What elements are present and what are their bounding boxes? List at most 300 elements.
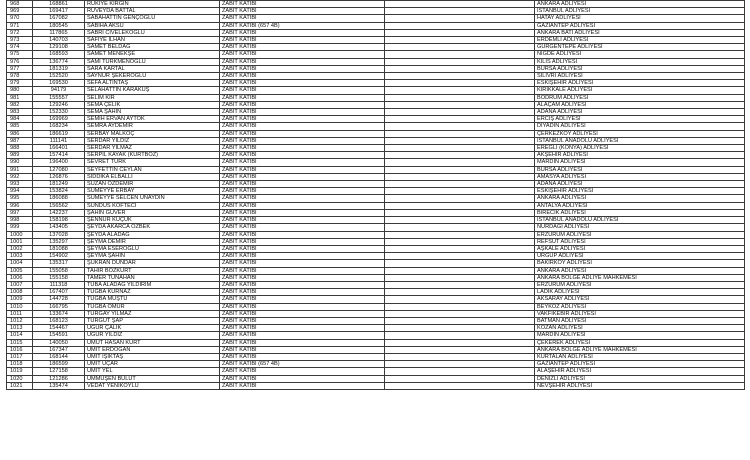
title-cell: ZABIT KATİBİ [220, 346, 385, 353]
blank-cell-cell [385, 166, 535, 173]
blank-cell-cell [385, 145, 535, 152]
title-cell: ZABIT KATİBİ [220, 224, 385, 231]
table-row [7, 173, 745, 180]
row-number-cell: 993 [7, 181, 33, 188]
table-row [7, 145, 745, 152]
registry-number-cell: 133674 [33, 310, 85, 317]
courthouse-cell: ANKARA ADLİYESİ [535, 1, 745, 8]
row-number-cell: 971 [7, 22, 33, 29]
row-number-cell: 978 [7, 73, 33, 80]
row-number-cell: 1006 [7, 274, 33, 281]
courthouse-cell: ADANA ADLİYESİ [535, 181, 745, 188]
full-name-cell: ÜMİT ERDOĞAN [85, 346, 220, 353]
full-name-cell: SÜMEYYE SELCEN ÜNAYDIN [85, 195, 220, 202]
registry-number-cell: 136774 [33, 58, 85, 65]
full-name-cell: SABİHA AKSU [85, 22, 220, 29]
registry-number-cell: 168144 [33, 353, 85, 360]
row-number-cell: 1016 [7, 346, 33, 353]
row-number-cell: 1018 [7, 361, 33, 368]
blank-cell-cell [385, 123, 535, 130]
table-row [7, 289, 745, 296]
blank-cell-cell [385, 325, 535, 332]
full-name-cell: SEFA ALTINTAŞ [85, 80, 220, 87]
row-number-cell: 1007 [7, 281, 33, 288]
table-row [7, 303, 745, 310]
title-cell: ZABIT KATİBİ [220, 58, 385, 65]
row-number-cell: 984 [7, 116, 33, 123]
row-number-cell: 986 [7, 130, 33, 137]
table-row [7, 181, 745, 188]
full-name-cell: ŞEYDA AKARCA ÖZBEK [85, 224, 220, 231]
document-page [6, 0, 744, 390]
row-number-cell: 983 [7, 109, 33, 116]
title-cell: ZABIT KATİBİ [220, 231, 385, 238]
table-row [7, 37, 745, 44]
courthouse-cell: AKŞEHİR ADLİYESİ [535, 152, 745, 159]
full-name-cell: ÜMİT YEL [85, 368, 220, 375]
full-name-cell: VEDAT YENİKÖYLÜ [85, 382, 220, 389]
full-name-cell: SELİM KIR [85, 94, 220, 101]
registry-number-cell: 135297 [33, 238, 85, 245]
full-name-cell: TUĞBA MUŞTU [85, 296, 220, 303]
full-name-cell: UĞUR ÇALIK [85, 325, 220, 332]
table-row [7, 94, 745, 101]
table-row [7, 202, 745, 209]
table-row [7, 281, 745, 288]
title-cell: ZABIT KATİBİ [220, 80, 385, 87]
courthouse-cell: AKSARAY ADLİYESİ [535, 296, 745, 303]
title-cell: ZABIT KATİBİ [220, 51, 385, 58]
full-name-cell: SABRİ CİVELEKOĞLU [85, 29, 220, 36]
title-cell: ZABIT KATİBİ [220, 181, 385, 188]
courthouse-cell: NEVŞEHİR ADLİYESİ [535, 382, 745, 389]
courthouse-cell: NURDAĞI ADLİYESİ [535, 224, 745, 231]
full-name-cell: SERDAR YILMAZ [85, 145, 220, 152]
registry-number-cell: 166401 [33, 145, 85, 152]
table-row [7, 217, 745, 224]
row-number-cell: 968 [7, 1, 33, 8]
row-number-cell: 1001 [7, 238, 33, 245]
registry-number-cell: 186599 [33, 361, 85, 368]
full-name-cell: SERBAY MALKOÇ [85, 130, 220, 137]
full-name-cell: ŞEYMA DEMİR [85, 238, 220, 245]
registry-number-cell: 169417 [33, 8, 85, 15]
registry-number-cell: 181088 [33, 245, 85, 252]
table-row [7, 274, 745, 281]
blank-cell-cell [385, 303, 535, 310]
full-name-cell: ÜMMÜŞEN BULUT [85, 375, 220, 382]
full-name-cell: SEMA ŞAHİN [85, 109, 220, 116]
row-number-cell: 1021 [7, 382, 33, 389]
full-name-cell: SELAHATTİN KARAKUŞ [85, 87, 220, 94]
courthouse-cell: ERDEMLİ ADLİYESİ [535, 37, 745, 44]
registry-number-cell: 169530 [33, 80, 85, 87]
row-number-cell: 1015 [7, 339, 33, 346]
row-number-cell: 994 [7, 188, 33, 195]
courthouse-cell: ALAÇAM ADLİYESİ [535, 101, 745, 108]
title-cell: ZABIT KATİBİ [220, 325, 385, 332]
courthouse-cell: BURSA ADLİYESİ [535, 166, 745, 173]
blank-cell-cell [385, 130, 535, 137]
row-number-cell: 980 [7, 87, 33, 94]
blank-cell-cell [385, 274, 535, 281]
courthouse-cell: ERZURUM ADLİYESİ [535, 231, 745, 238]
table-row [7, 238, 745, 245]
table-row [7, 116, 745, 123]
blank-cell-cell [385, 173, 535, 180]
full-name-cell: SIDDIKA ELBALLI [85, 173, 220, 180]
registry-number-cell: 155058 [33, 267, 85, 274]
row-number-cell: 981 [7, 94, 33, 101]
table-row [7, 332, 745, 339]
registry-number-cell: 127080 [33, 166, 85, 173]
blank-cell-cell [385, 87, 535, 94]
full-name-cell: SAFİYE İLHAN [85, 37, 220, 44]
title-cell: ZABIT KATİBİ [220, 109, 385, 116]
registry-number-cell: 135317 [33, 260, 85, 267]
table-row [7, 51, 745, 58]
full-name-cell: UĞUR YILDIZ [85, 332, 220, 339]
courthouse-cell: LADİK ADLİYESİ [535, 289, 745, 296]
courthouse-cell: GÜRGENTEPE ADLİYESİ [535, 44, 745, 51]
registry-number-cell: 168123 [33, 317, 85, 324]
table-row [7, 382, 745, 389]
title-cell: ZABIT KATİBİ [220, 202, 385, 209]
table-row [7, 22, 745, 29]
courthouse-cell: SİLİVRİ ADLİYESİ [535, 73, 745, 80]
title-cell: ZABIT KATİBİ [220, 303, 385, 310]
blank-cell-cell [385, 361, 535, 368]
title-cell: ZABIT KATİBİ (657 4B) [220, 361, 385, 368]
row-number-cell: 1012 [7, 317, 33, 324]
blank-cell-cell [385, 260, 535, 267]
table-row [7, 353, 745, 360]
blank-cell-cell [385, 224, 535, 231]
full-name-cell: TAMER TUNAHAN [85, 274, 220, 281]
courthouse-cell: EREĞLİ (KONYA) ADLİYESİ [535, 145, 745, 152]
registry-number-cell: 137028 [33, 231, 85, 238]
registry-number-cell: 157414 [33, 152, 85, 159]
full-name-cell: SAMET BELDAĞ [85, 44, 220, 51]
title-cell: ZABIT KATİBİ [220, 274, 385, 281]
table-row [7, 29, 745, 36]
title-cell: ZABIT KATİBİ [220, 238, 385, 245]
full-name-cell: SABAHATTİN GENÇOĞLU [85, 15, 220, 22]
table-row [7, 101, 745, 108]
table-row [7, 44, 745, 51]
blank-cell-cell [385, 238, 535, 245]
blank-cell-cell [385, 209, 535, 216]
registry-number-cell: 121286 [33, 375, 85, 382]
courthouse-cell: KURTALAN ADLİYESİ [535, 353, 745, 360]
registry-number-cell: 154467 [33, 325, 85, 332]
title-cell: ZABIT KATİBİ [220, 260, 385, 267]
registry-number-cell: 155158 [33, 274, 85, 281]
blank-cell-cell [385, 51, 535, 58]
courthouse-cell: ALAŞEHİR ADLİYESİ [535, 368, 745, 375]
title-cell: ZABIT KATİBİ [220, 15, 385, 22]
title-cell: ZABIT KATİBİ [220, 123, 385, 130]
full-name-cell: SEYFETTİN CEYLAN [85, 166, 220, 173]
title-cell: ZABIT KATİBİ [220, 375, 385, 382]
full-name-cell: TUĞBA KURNAZ [85, 289, 220, 296]
title-cell: ZABIT KATİBİ [220, 65, 385, 72]
title-cell: ZABIT KATİBİ [220, 137, 385, 144]
full-name-cell: SARA KARTAL [85, 65, 220, 72]
row-number-cell: 988 [7, 145, 33, 152]
title-cell: ZABIT KATİBİ [220, 209, 385, 216]
table-row [7, 166, 745, 173]
courthouse-cell: ÇERKEZKÖY ADLİYESİ [535, 130, 745, 137]
full-name-cell: ŞAHİN GÜVER [85, 209, 220, 216]
full-name-cell: ŞEYMA ŞAHİN [85, 253, 220, 260]
blank-cell-cell [385, 382, 535, 389]
row-number-cell: 987 [7, 137, 33, 144]
courthouse-cell: NİĞDE ADLİYESİ [535, 51, 745, 58]
row-number-cell: 1009 [7, 296, 33, 303]
row-number-cell: 1010 [7, 303, 33, 310]
full-name-cell: SAMET MENEKŞE [85, 51, 220, 58]
title-cell: ZABIT KATİBİ [220, 353, 385, 360]
blank-cell-cell [385, 22, 535, 29]
registry-number-cell: 117865 [33, 29, 85, 36]
row-number-cell: 1004 [7, 260, 33, 267]
full-name-cell: SEVRET TÜRK [85, 159, 220, 166]
full-name-cell: ÜMİT UÇAR [85, 361, 220, 368]
title-cell: ZABIT KATİBİ [220, 281, 385, 288]
courthouse-cell: DİYADİN ADLİYESİ [535, 123, 745, 130]
registry-number-cell: 135474 [33, 382, 85, 389]
title-cell: ZABIT KATİBİ [220, 310, 385, 317]
registry-number-cell: 180545 [33, 22, 85, 29]
blank-cell-cell [385, 253, 535, 260]
table-row [7, 15, 745, 22]
registry-number-cell: 140703 [33, 37, 85, 44]
registry-number-cell: 186088 [33, 195, 85, 202]
row-number-cell: 1011 [7, 310, 33, 317]
title-cell: ZABIT KATİBİ [220, 73, 385, 80]
courthouse-cell: ANKARA ADLİYESİ [535, 267, 745, 274]
registry-number-cell: 152520 [33, 73, 85, 80]
table-row [7, 195, 745, 202]
courthouse-cell: BEYKOZ ADLİYESİ [535, 303, 745, 310]
title-cell: ZABIT KATİBİ [220, 8, 385, 15]
table-row [7, 310, 745, 317]
courthouse-cell: ÜRGÜP ADLİYESİ [535, 253, 745, 260]
title-cell: ZABIT KATİBİ [220, 94, 385, 101]
registry-number-cell: 196400 [33, 159, 85, 166]
courthouse-cell: REFSUT ADLİYESİ [535, 238, 745, 245]
blank-cell-cell [385, 80, 535, 87]
full-name-cell: SÜNDÜS KÖFTECİ [85, 202, 220, 209]
blank-cell-cell [385, 346, 535, 353]
full-name-cell: UMUT HASAN KURT [85, 339, 220, 346]
title-cell: ZABIT KATİBİ [220, 332, 385, 339]
row-number-cell: 998 [7, 217, 33, 224]
full-name-cell: RUKİYE KIRGIN [85, 1, 220, 8]
row-number-cell: 972 [7, 29, 33, 36]
table-row [7, 109, 745, 116]
courthouse-cell: ADANA ADLİYESİ [535, 109, 745, 116]
blank-cell-cell [385, 58, 535, 65]
registry-number-cell: 181249 [33, 181, 85, 188]
title-cell: ZABIT KATİBİ [220, 217, 385, 224]
full-name-cell: ŞÜKRAN DÜNDAR [85, 260, 220, 267]
blank-cell-cell [385, 310, 535, 317]
blank-cell-cell [385, 116, 535, 123]
full-name-cell: ŞENNUR KÜÇÜK [85, 217, 220, 224]
title-cell: ZABIT KATİBİ [220, 37, 385, 44]
registry-number-cell: 142237 [33, 209, 85, 216]
table-row [7, 224, 745, 231]
full-name-cell: TURGAY YILMAZ [85, 310, 220, 317]
blank-cell-cell [385, 332, 535, 339]
courthouse-cell: BURSA ADLİYESİ [535, 65, 745, 72]
table-row [7, 267, 745, 274]
row-number-cell: 1013 [7, 325, 33, 332]
courthouse-cell: İSTANBUL ANADOLU ADLİYESİ [535, 217, 745, 224]
row-number-cell: 977 [7, 65, 33, 72]
registry-number-cell: 153824 [33, 188, 85, 195]
courthouse-cell: BİRECİK ADLİYESİ [535, 209, 745, 216]
blank-cell-cell [385, 245, 535, 252]
row-number-cell: 999 [7, 224, 33, 231]
table-row [7, 368, 745, 375]
courthouse-cell: KIRIKKALE ADLİYESİ [535, 87, 745, 94]
row-number-cell: 982 [7, 101, 33, 108]
courthouse-cell: ANKARA BATI ADLİYESİ [535, 29, 745, 36]
courthouse-cell: ESKİŞEHİR ADLİYESİ [535, 80, 745, 87]
registry-number-cell: 129246 [33, 101, 85, 108]
blank-cell-cell [385, 101, 535, 108]
row-number-cell: 1014 [7, 332, 33, 339]
courthouse-cell: ANKARA ADLİYESİ [535, 195, 745, 202]
row-number-cell: 991 [7, 166, 33, 173]
table-row [7, 231, 745, 238]
row-number-cell: 1017 [7, 353, 33, 360]
row-number-cell: 973 [7, 37, 33, 44]
courthouse-cell: KİLİS ADLİYESİ [535, 58, 745, 65]
table-row [7, 375, 745, 382]
full-name-cell: TAHİR BOZKURT [85, 267, 220, 274]
title-cell: ZABIT KATİBİ [220, 253, 385, 260]
table-row [7, 296, 745, 303]
table-row [7, 260, 745, 267]
blank-cell-cell [385, 267, 535, 274]
courthouse-cell: İSTANBUL ANADOLU ADLİYESİ [535, 137, 745, 144]
full-name-cell: SEMİH ERVAN AYTOK [85, 116, 220, 123]
blank-cell-cell [385, 339, 535, 346]
title-cell: ZABIT KATİBİ [220, 116, 385, 123]
courthouse-cell: ERCİŞ ADLİYESİ [535, 116, 745, 123]
courthouse-cell: BATMAN ADLİYESİ [535, 317, 745, 324]
table-row [7, 58, 745, 65]
registry-number-cell: 129108 [33, 44, 85, 51]
courthouse-cell: MARDİN ADLİYESİ [535, 159, 745, 166]
full-name-cell: RUVEYDA BATTAL [85, 8, 220, 15]
blank-cell-cell [385, 353, 535, 360]
row-number-cell: 996 [7, 202, 33, 209]
registry-number-cell: 156562 [33, 202, 85, 209]
blank-cell-cell [385, 137, 535, 144]
registry-number-cell: 168593 [33, 51, 85, 58]
blank-cell-cell [385, 1, 535, 8]
table-row [7, 87, 745, 94]
row-number-cell: 1019 [7, 368, 33, 375]
row-number-cell: 1005 [7, 267, 33, 274]
table-row [7, 130, 745, 137]
blank-cell-cell [385, 37, 535, 44]
table-body [7, 1, 745, 390]
title-cell: ZABIT KATİBİ [220, 173, 385, 180]
row-number-cell: 970 [7, 15, 33, 22]
table-row [7, 159, 745, 166]
registry-number-cell: 140050 [33, 339, 85, 346]
title-cell: ZABIT KATİBİ [220, 166, 385, 173]
row-number-cell: 976 [7, 58, 33, 65]
title-cell: ZABIT KATİBİ [220, 1, 385, 8]
title-cell: ZABIT KATİBİ [220, 44, 385, 51]
courthouse-cell: MARDİN ADLİYESİ [535, 332, 745, 339]
table-row [7, 361, 745, 368]
blank-cell-cell [385, 195, 535, 202]
registry-number-cell: 168861 [33, 1, 85, 8]
blank-cell-cell [385, 65, 535, 72]
title-cell: ZABIT KATİBİ [220, 382, 385, 389]
full-name-cell: TURGUT ŞAP [85, 317, 220, 324]
blank-cell-cell [385, 152, 535, 159]
title-cell: ZABIT KATİBİ [220, 159, 385, 166]
title-cell: ZABIT KATİBİ [220, 87, 385, 94]
courthouse-cell: HATAY ADLİYESİ [535, 15, 745, 22]
blank-cell-cell [385, 181, 535, 188]
table-row [7, 73, 745, 80]
row-number-cell: 985 [7, 123, 33, 130]
courthouse-cell: AMASYA ADLİYESİ [535, 173, 745, 180]
courthouse-cell: ESKİŞEHİR ADLİYESİ [535, 188, 745, 195]
registry-number-cell: 166795 [33, 303, 85, 310]
title-cell: ZABIT KATİBİ [220, 267, 385, 274]
registry-number-cell: 144728 [33, 296, 85, 303]
blank-cell-cell [385, 281, 535, 288]
row-number-cell: 990 [7, 159, 33, 166]
row-number-cell: 992 [7, 173, 33, 180]
courthouse-cell: DENİZLİ ADLİYESİ [535, 375, 745, 382]
title-cell: ZABIT KATİBİ [220, 152, 385, 159]
blank-cell-cell [385, 202, 535, 209]
row-number-cell: 1020 [7, 375, 33, 382]
title-cell: ZABIT KATİBİ [220, 101, 385, 108]
blank-cell-cell [385, 73, 535, 80]
registry-number-cell: 126876 [33, 173, 85, 180]
full-name-cell: TUĞBA ÖMÜR [85, 303, 220, 310]
row-number-cell: 1002 [7, 245, 33, 252]
title-cell: ZABIT KATİBİ [220, 317, 385, 324]
table-row [7, 137, 745, 144]
registry-number-cell: 152330 [33, 109, 85, 116]
full-name-cell: SERDAR YILDIZ [85, 137, 220, 144]
registry-number-cell: 167082 [33, 15, 85, 22]
registry-number-cell: 169969 [33, 116, 85, 123]
full-name-cell: TUBA ALADAĞ YILDIRIM [85, 281, 220, 288]
blank-cell-cell [385, 94, 535, 101]
title-cell: ZABIT KATİBİ [220, 195, 385, 202]
title-cell: ZABIT KATİBİ [220, 339, 385, 346]
title-cell: ZABIT KATİBİ [220, 368, 385, 375]
row-number-cell: 969 [7, 8, 33, 15]
blank-cell-cell [385, 375, 535, 382]
table-row [7, 123, 745, 130]
